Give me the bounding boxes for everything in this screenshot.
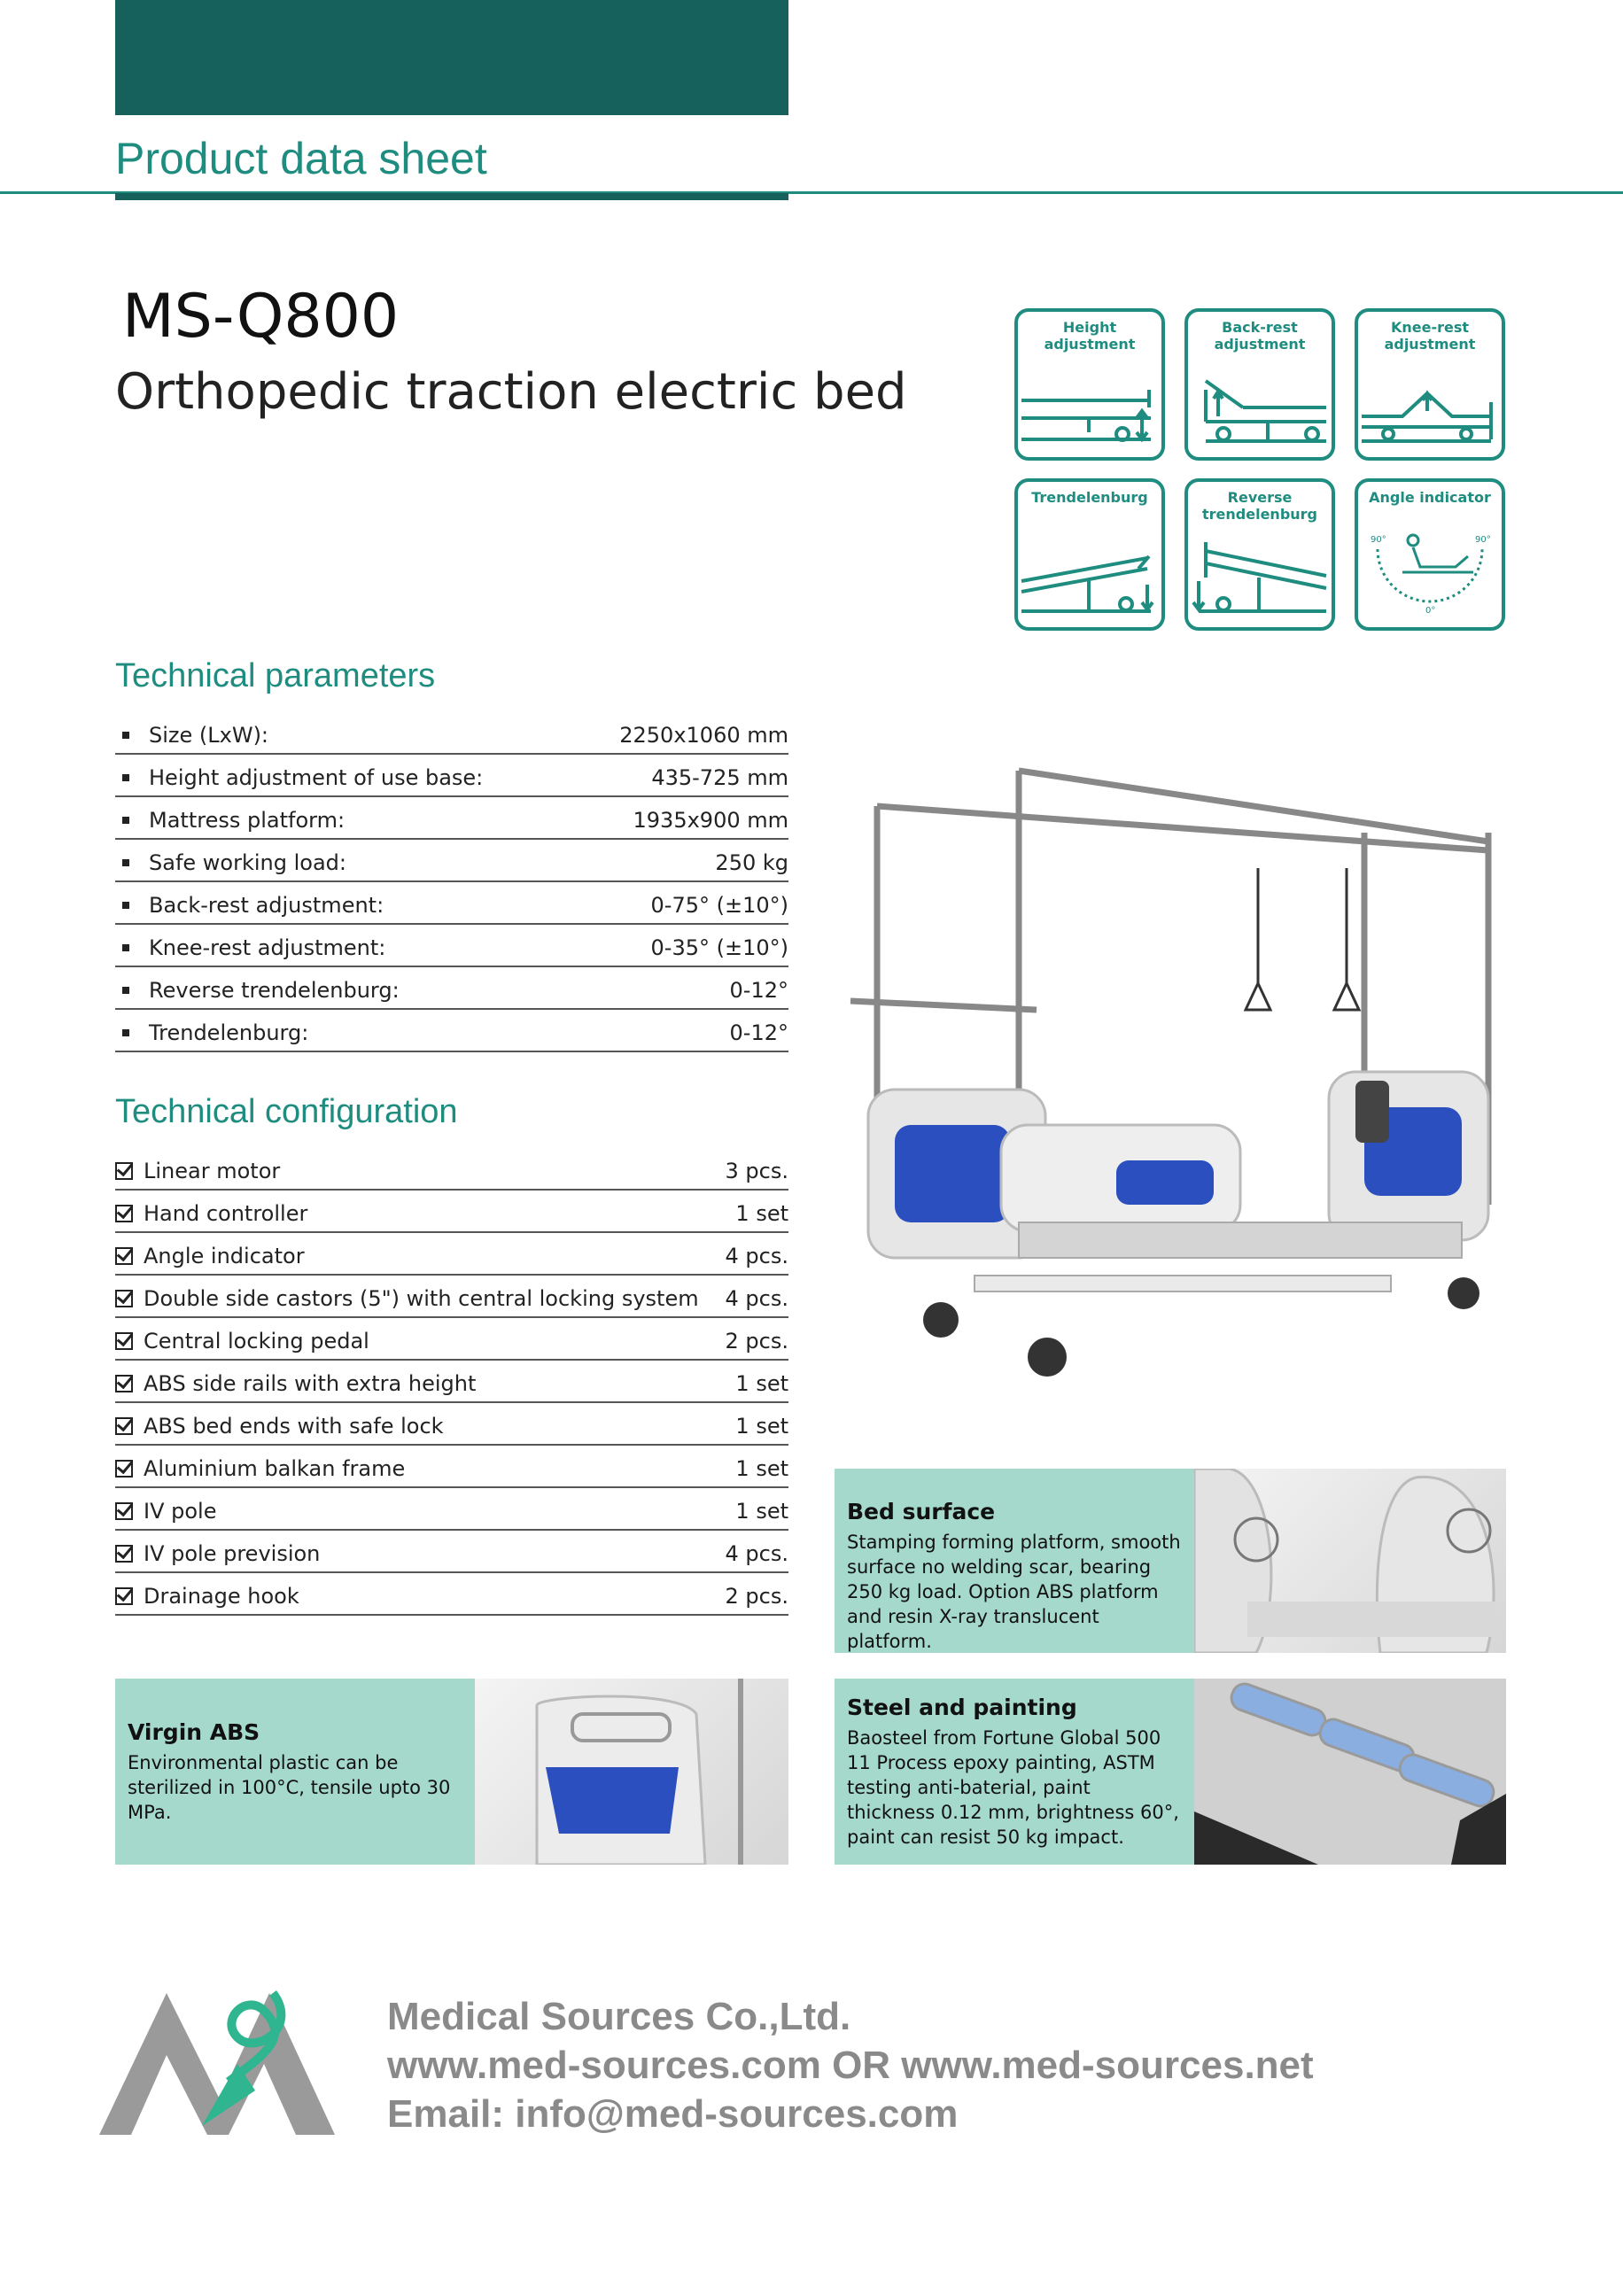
- checkbox-icon: [115, 1417, 133, 1435]
- checkbox-icon: [115, 1545, 133, 1563]
- config-label: Aluminium balkan frame: [144, 1456, 406, 1481]
- config-row: [115, 1276, 788, 1318]
- param-row: [115, 882, 788, 925]
- param-label: Knee-rest adjustment:: [149, 935, 386, 960]
- config-label: Central locking pedal: [144, 1329, 369, 1354]
- checkbox-icon: [115, 1247, 133, 1265]
- technical-parameters-list: [115, 712, 788, 1052]
- config-value: 4 pcs.: [725, 1244, 788, 1268]
- sheet-title: Product data sheet: [115, 134, 487, 183]
- technical-configuration-list: [115, 1148, 788, 1616]
- back-rest-tile: [1184, 308, 1335, 461]
- config-value: 1 set: [735, 1456, 788, 1481]
- config-value: 4 pcs.: [725, 1286, 788, 1311]
- feature-title: Bed surface: [847, 1499, 996, 1524]
- param-row: [115, 1010, 788, 1052]
- config-value: 1 set: [735, 1201, 788, 1226]
- config-value: 2 pcs.: [725, 1329, 788, 1354]
- technical-parameters-title: Technical parameters: [115, 657, 436, 694]
- checkbox-icon: [115, 1290, 133, 1307]
- param-label: Reverse trendelenburg:: [149, 978, 400, 1003]
- param-row: [115, 797, 788, 840]
- config-value: 1 set: [735, 1499, 788, 1524]
- config-label: ABS side rails with extra height: [144, 1371, 477, 1396]
- bullet-icon: [122, 817, 129, 824]
- header-band: [115, 0, 788, 115]
- company-logo: [96, 1958, 344, 2144]
- config-label: Drainage hook: [144, 1584, 299, 1609]
- param-label: Trendelenburg:: [149, 1020, 309, 1045]
- param-value: 0-35° (±10°): [650, 935, 788, 960]
- header-rule-accent: [115, 193, 788, 200]
- product-name: Orthopedic traction electric bed: [115, 363, 907, 421]
- back-rest-icon: [1188, 354, 1332, 452]
- icon-label: Reverse trendelenburg: [1202, 489, 1317, 523]
- checkbox-icon: [115, 1587, 133, 1605]
- height-adjustment-tile: [1014, 308, 1165, 461]
- config-value: 1 set: [735, 1414, 788, 1439]
- reverse-trendelenburg-tile: [1184, 478, 1335, 631]
- config-label: IV pole prevision: [144, 1541, 321, 1566]
- param-label: Mattress platform:: [149, 808, 346, 833]
- product-model: MS-Q800: [122, 282, 400, 352]
- param-row: [115, 925, 788, 967]
- trendelenburg-tile: [1014, 478, 1165, 631]
- param-value: 2250x1060 mm: [619, 723, 788, 748]
- param-label: Back-rest adjustment:: [149, 893, 384, 918]
- reverse-trendelenburg-icon: [1188, 524, 1332, 622]
- icon-label: Knee-rest adjustment: [1384, 319, 1476, 353]
- icon-label: Trendelenburg: [1031, 489, 1148, 506]
- checkbox-icon: [115, 1162, 133, 1180]
- config-row: [115, 1191, 788, 1233]
- param-value: 435-725 mm: [651, 765, 788, 790]
- checkbox-icon: [115, 1502, 133, 1520]
- company-email[interactable]: Email: info@med-sources.com: [387, 2092, 959, 2136]
- config-row: [115, 1488, 788, 1531]
- config-value: 1 set: [735, 1371, 788, 1396]
- bullet-icon: [122, 1029, 129, 1036]
- angle-mark-left: 90°: [1371, 535, 1386, 545]
- company-name: Medical Sources Co.,Ltd.: [387, 1995, 851, 2038]
- bullet-icon: [122, 859, 129, 866]
- param-value: 1935x900 mm: [633, 808, 788, 833]
- config-row: [115, 1531, 788, 1573]
- config-label: Double side castors (5") with central locking system: [144, 1286, 699, 1311]
- param-label: Size (LxW):: [149, 723, 269, 748]
- traction-bed-illustration: [833, 744, 1524, 1400]
- angle-mark-bottom: 0°: [1425, 606, 1436, 616]
- technical-configuration-title: Technical configuration: [115, 1093, 458, 1130]
- config-row: [115, 1403, 788, 1446]
- param-row: [115, 755, 788, 797]
- param-label: Safe working load:: [149, 850, 346, 875]
- bed-surface-photo: [1194, 1469, 1506, 1653]
- icon-label: Angle indicator: [1369, 489, 1491, 506]
- knee-rest-icon: [1358, 354, 1502, 452]
- config-row: [115, 1573, 788, 1616]
- param-label: Height adjustment of use base:: [149, 765, 484, 790]
- param-value: 250 kg: [715, 850, 788, 875]
- config-value: 4 pcs.: [725, 1541, 788, 1566]
- steel-painting-feature: [835, 1679, 1194, 1865]
- config-label: Angle indicator: [144, 1244, 305, 1268]
- config-row: [115, 1148, 788, 1191]
- feature-text: Baosteel from Fortune Global 500 11 Process epoxy painting, ASTM testing anti-baterial, paint thickness 0.12 mm, brightness 60°, paint can resist 50 kg impact.: [847, 1727, 1179, 1848]
- steel-painting-photo: [1194, 1679, 1506, 1865]
- feature-icon-grid: [1014, 308, 1507, 636]
- angle-mark-right: 90°: [1475, 535, 1491, 545]
- feature-text: Environmental plastic can be sterilized in 100°C, tensile upto 30 MPa.: [128, 1752, 451, 1823]
- config-row: [115, 1233, 788, 1276]
- config-value: 3 pcs.: [725, 1159, 788, 1183]
- config-row: [115, 1446, 788, 1488]
- knee-rest-tile: [1355, 308, 1505, 461]
- company-websites[interactable]: www.med-sources.com OR www.med-sources.net: [387, 2044, 1314, 2087]
- config-label: ABS bed ends with safe lock: [144, 1414, 444, 1439]
- config-row: [115, 1361, 788, 1403]
- config-label: Linear motor: [144, 1159, 281, 1183]
- param-value: 0-75° (±10°): [650, 893, 788, 918]
- param-value: 0-12°: [729, 1020, 788, 1045]
- bullet-icon: [122, 944, 129, 951]
- param-row: [115, 840, 788, 882]
- feature-title: Steel and painting: [847, 1695, 1077, 1720]
- trendelenburg-icon: [1018, 524, 1161, 622]
- param-value: 0-12°: [729, 978, 788, 1003]
- config-label: Hand controller: [144, 1201, 308, 1226]
- checkbox-icon: [115, 1205, 133, 1222]
- virgin-abs-photo: [475, 1679, 788, 1865]
- param-row: [115, 967, 788, 1010]
- bullet-icon: [122, 732, 129, 739]
- height-adjustment-icon: [1018, 354, 1161, 452]
- angle-indicator-tile: [1355, 478, 1505, 631]
- feature-title: Virgin ABS: [128, 1719, 260, 1745]
- angle-indicator-icon: [1358, 514, 1502, 622]
- virgin-abs-feature: [115, 1679, 475, 1865]
- param-row: [115, 712, 788, 755]
- icon-label: Height adjustment: [1044, 319, 1136, 353]
- config-value: 2 pcs.: [725, 1584, 788, 1609]
- feature-text: Stamping forming platform, smooth surface no welding scar, bearing 250 kg load. Option ABS platform and resin X-ray translucent platform.: [847, 1532, 1181, 1652]
- bullet-icon: [122, 987, 129, 994]
- checkbox-icon: [115, 1460, 133, 1478]
- checkbox-icon: [115, 1375, 133, 1392]
- config-label: IV pole: [144, 1499, 217, 1524]
- bullet-icon: [122, 774, 129, 781]
- checkbox-icon: [115, 1332, 133, 1350]
- icon-label: Back-rest adjustment: [1214, 319, 1306, 353]
- bed-surface-feature: [835, 1469, 1194, 1653]
- config-row: [115, 1318, 788, 1361]
- bullet-icon: [122, 902, 129, 909]
